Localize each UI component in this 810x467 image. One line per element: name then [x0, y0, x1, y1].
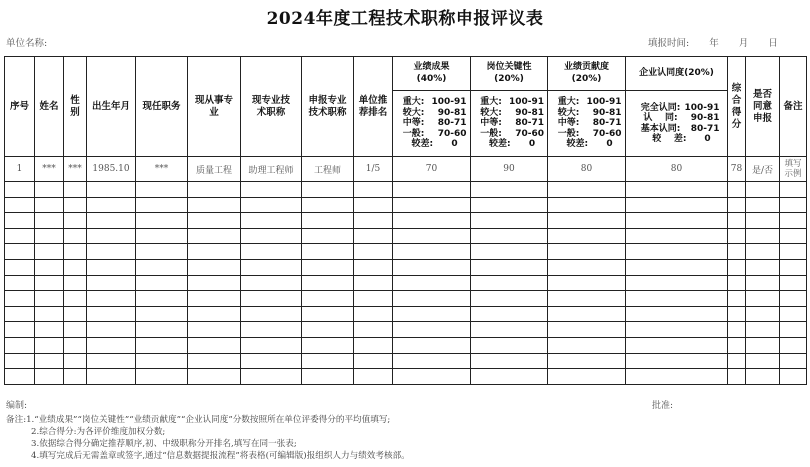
- cell-performance[interactable]: [393, 182, 471, 198]
- cell-name[interactable]: [35, 306, 64, 322]
- cell-current-major[interactable]: [188, 306, 241, 322]
- cell-performance[interactable]: [393, 337, 471, 353]
- cell-apply-title[interactable]: [302, 275, 354, 291]
- cell-position[interactable]: [136, 369, 188, 385]
- cell-gender[interactable]: [64, 244, 87, 260]
- header-name: 姓名: [35, 57, 64, 157]
- cell-name[interactable]: [35, 228, 64, 244]
- cell-position[interactable]: ***: [136, 157, 188, 182]
- cell-contribution[interactable]: 80: [548, 157, 626, 182]
- header-remark: 备注: [780, 57, 807, 157]
- cell-agree[interactable]: [746, 291, 780, 307]
- cell-key-post[interactable]: [471, 228, 548, 244]
- cell-name[interactable]: [35, 275, 64, 291]
- cell-birth[interactable]: [87, 259, 136, 275]
- cell-agree[interactable]: [746, 275, 780, 291]
- cell-total[interactable]: [728, 322, 746, 338]
- cell-recognition[interactable]: [626, 291, 728, 307]
- cell-key-post[interactable]: 90: [471, 157, 548, 182]
- cell-total[interactable]: [728, 291, 746, 307]
- cell-recognition[interactable]: [626, 353, 728, 369]
- cell-remark[interactable]: [780, 369, 807, 385]
- cell-contribution[interactable]: [548, 337, 626, 353]
- approved-by-label: 批准:: [652, 401, 674, 411]
- cell-performance[interactable]: [393, 244, 471, 260]
- notes-section: [6, 414, 410, 462]
- fill-date-label: 填报时间:: [648, 38, 690, 49]
- cell-contribution[interactable]: [548, 353, 626, 369]
- note-item: 备注:1.“业绩成果”“岗位关键性”“业绩贡献度”“企业认同度”分数按照所在单位评委得分的平均值填写;: [6, 415, 391, 425]
- cell-current-title[interactable]: [241, 244, 302, 260]
- cell-apply-title[interactable]: [302, 353, 354, 369]
- cell-performance[interactable]: [393, 275, 471, 291]
- cell-birth[interactable]: [87, 306, 136, 322]
- table-row: [5, 353, 807, 369]
- cell-current-title[interactable]: [241, 306, 302, 322]
- cell-rank[interactable]: [354, 369, 393, 385]
- cell-seq[interactable]: [5, 353, 35, 369]
- cell-current-major[interactable]: [188, 228, 241, 244]
- cell-position[interactable]: [136, 244, 188, 260]
- cell-current-major[interactable]: 质量工程: [188, 157, 241, 182]
- cell-recognition[interactable]: 80: [626, 157, 728, 182]
- cell-birth[interactable]: [87, 322, 136, 338]
- cell-agree[interactable]: [746, 213, 780, 229]
- cell-current-major[interactable]: [188, 197, 241, 213]
- cell-performance[interactable]: [393, 213, 471, 229]
- cell-current-title[interactable]: [241, 369, 302, 385]
- note-item: 3.依据综合得分确定推荐顺序,初、中级职称分开排名,填写在同一张表;: [31, 439, 297, 449]
- cell-total[interactable]: 78: [728, 157, 746, 182]
- cell-total[interactable]: [728, 369, 746, 385]
- table-row: [5, 197, 807, 213]
- cell-gender[interactable]: [64, 197, 87, 213]
- fill-date-month: 月: [738, 38, 749, 49]
- cell-contribution[interactable]: [548, 244, 626, 260]
- cell-current-title[interactable]: [241, 197, 302, 213]
- cell-seq[interactable]: [5, 197, 35, 213]
- cell-position[interactable]: [136, 306, 188, 322]
- cell-rank[interactable]: [354, 306, 393, 322]
- table-row: [5, 337, 807, 353]
- cell-position[interactable]: [136, 337, 188, 353]
- header-performance: 业绩成果 (40%): [393, 57, 471, 91]
- cell-gender[interactable]: [64, 306, 87, 322]
- cell-contribution[interactable]: [548, 228, 626, 244]
- cell-birth[interactable]: [87, 244, 136, 260]
- header-position: 现任职务: [136, 57, 188, 157]
- cell-birth[interactable]: [87, 337, 136, 353]
- cell-gender[interactable]: [64, 259, 87, 275]
- cell-total[interactable]: [728, 337, 746, 353]
- cell-current-major[interactable]: [188, 337, 241, 353]
- cell-current-major[interactable]: [188, 213, 241, 229]
- fill-date-year: 年: [709, 38, 719, 49]
- cell-gender[interactable]: [64, 213, 87, 229]
- cell-agree[interactable]: [746, 322, 780, 338]
- cell-seq[interactable]: [5, 275, 35, 291]
- cell-rank[interactable]: [354, 291, 393, 307]
- cell-seq[interactable]: [5, 259, 35, 275]
- cell-agree[interactable]: [746, 197, 780, 213]
- cell-position[interactable]: [136, 259, 188, 275]
- header-seq: 序号: [5, 57, 35, 157]
- cell-current-title[interactable]: [241, 353, 302, 369]
- cell-remark[interactable]: [780, 259, 807, 275]
- cell-current-title[interactable]: [241, 259, 302, 275]
- cell-contribution[interactable]: [548, 259, 626, 275]
- cell-performance[interactable]: [393, 369, 471, 385]
- cell-agree[interactable]: [746, 244, 780, 260]
- cell-birth[interactable]: [87, 228, 136, 244]
- cell-current-major[interactable]: [188, 322, 241, 338]
- cell-birth[interactable]: [87, 291, 136, 307]
- cell-gender[interactable]: [64, 322, 87, 338]
- cell-apply-title[interactable]: [302, 369, 354, 385]
- cell-total[interactable]: [728, 306, 746, 322]
- cell-key-post[interactable]: [471, 369, 548, 385]
- cell-current-major[interactable]: [188, 275, 241, 291]
- cell-key-post[interactable]: [471, 322, 548, 338]
- fill-date-day: 日: [768, 38, 778, 49]
- cell-recognition[interactable]: [626, 182, 728, 198]
- cell-rank[interactable]: 1/5: [354, 157, 393, 182]
- cell-position[interactable]: [136, 275, 188, 291]
- cell-birth[interactable]: [87, 213, 136, 229]
- cell-rank[interactable]: [354, 337, 393, 353]
- page-title: 2024年度工程技术职称申报评议表: [266, 9, 544, 29]
- cell-birth[interactable]: [87, 275, 136, 291]
- cell-current-title[interactable]: 助理工程师: [241, 157, 302, 182]
- cell-rank[interactable]: [354, 244, 393, 260]
- cell-current-title[interactable]: [241, 322, 302, 338]
- cell-name[interactable]: [35, 197, 64, 213]
- cell-current-major[interactable]: [188, 182, 241, 198]
- cell-key-post[interactable]: [471, 213, 548, 229]
- unit-name-label: 单位名称:: [6, 38, 48, 49]
- cell-agree[interactable]: [746, 182, 780, 198]
- cell-birth[interactable]: 1985.10: [87, 157, 136, 182]
- cell-position[interactable]: [136, 228, 188, 244]
- cell-rank[interactable]: [354, 228, 393, 244]
- cell-total[interactable]: [728, 182, 746, 198]
- scale-performance: 重大: 100-91 较大: 90-81 中等: 80-71 一般: 70-60 较差: 0: [393, 91, 471, 157]
- cell-seq[interactable]: [5, 322, 35, 338]
- table-row: [5, 306, 807, 322]
- cell-current-major[interactable]: [188, 244, 241, 260]
- table-row: [5, 259, 807, 275]
- cell-position[interactable]: [136, 182, 188, 198]
- cell-performance[interactable]: [393, 197, 471, 213]
- cell-key-post[interactable]: [471, 275, 548, 291]
- note-item: 2.综合得分:为各评价维度加权分数;: [31, 427, 166, 437]
- table-row: [5, 157, 807, 182]
- cell-key-post[interactable]: [471, 291, 548, 307]
- cell-remark[interactable]: [780, 275, 807, 291]
- cell-rank[interactable]: [354, 322, 393, 338]
- cell-gender[interactable]: [64, 369, 87, 385]
- cell-gender[interactable]: [64, 275, 87, 291]
- cell-current-title[interactable]: [241, 291, 302, 307]
- header-current-title: 现专业技术职称: [241, 57, 302, 157]
- cell-gender[interactable]: [64, 291, 87, 307]
- cell-name[interactable]: [35, 259, 64, 275]
- cell-remark[interactable]: [780, 291, 807, 307]
- header-birth: 出生年月: [87, 57, 136, 157]
- cell-seq[interactable]: [5, 244, 35, 260]
- cell-current-title[interactable]: [241, 213, 302, 229]
- header-recognition: 企业认同度(20%): [626, 57, 728, 91]
- scale-recognition: 完全认同: 100-91 认 同: 90-81 基本认同: 80-71 较 差: 0: [626, 91, 728, 157]
- cell-recognition[interactable]: [626, 306, 728, 322]
- cell-contribution[interactable]: [548, 213, 626, 229]
- cell-birth[interactable]: [87, 182, 136, 198]
- cell-current-major[interactable]: [188, 259, 241, 275]
- cell-remark[interactable]: [780, 306, 807, 322]
- cell-remark[interactable]: [780, 337, 807, 353]
- cell-current-major[interactable]: [188, 369, 241, 385]
- cell-rank[interactable]: [354, 259, 393, 275]
- cell-seq[interactable]: 1: [5, 157, 35, 182]
- cell-total[interactable]: [728, 244, 746, 260]
- header-current-major: 现从事专业: [188, 57, 241, 157]
- header-gender: 性别: [64, 57, 87, 157]
- table-row: [5, 213, 807, 229]
- cell-recognition[interactable]: [626, 228, 728, 244]
- cell-seq[interactable]: [5, 182, 35, 198]
- cell-seq[interactable]: [5, 291, 35, 307]
- cell-contribution[interactable]: [548, 369, 626, 385]
- cell-total[interactable]: [728, 275, 746, 291]
- cell-total[interactable]: [728, 228, 746, 244]
- cell-name[interactable]: [35, 291, 64, 307]
- header-apply-title: 申报专业技术职称: [302, 57, 354, 157]
- cell-recognition[interactable]: [626, 369, 728, 385]
- cell-agree[interactable]: [746, 369, 780, 385]
- cell-birth[interactable]: [87, 369, 136, 385]
- cell-seq[interactable]: [5, 306, 35, 322]
- cell-current-major[interactable]: [188, 353, 241, 369]
- cell-apply-title[interactable]: 工程师: [302, 157, 354, 182]
- cell-seq[interactable]: [5, 369, 35, 385]
- cell-apply-title[interactable]: [302, 197, 354, 213]
- cell-key-post[interactable]: [471, 353, 548, 369]
- scale-key-post: 重大: 100-91 较大: 90-81 中等: 80-71 一般: 70-60 较差: 0: [471, 91, 548, 157]
- cell-gender[interactable]: [64, 228, 87, 244]
- cell-performance[interactable]: [393, 228, 471, 244]
- table-row: [5, 228, 807, 244]
- cell-total[interactable]: [728, 259, 746, 275]
- cell-birth[interactable]: [87, 353, 136, 369]
- cell-remark[interactable]: [780, 182, 807, 198]
- scale-contribution: 重大: 100-91 较大: 90-81 中等: 80-71 一般: 70-60 较差: 0: [548, 91, 626, 157]
- cell-contribution[interactable]: [548, 275, 626, 291]
- cell-seq[interactable]: [5, 337, 35, 353]
- cell-remark[interactable]: [780, 244, 807, 260]
- cell-total[interactable]: [728, 353, 746, 369]
- cell-agree[interactable]: [746, 337, 780, 353]
- cell-current-major[interactable]: [188, 291, 241, 307]
- cell-gender[interactable]: ***: [64, 157, 87, 182]
- cell-contribution[interactable]: [548, 197, 626, 213]
- header-rank: 单位推荐排名: [354, 57, 393, 157]
- cell-rank[interactable]: [354, 182, 393, 198]
- cell-recognition[interactable]: [626, 337, 728, 353]
- cell-current-title[interactable]: [241, 182, 302, 198]
- cell-apply-title[interactable]: [302, 259, 354, 275]
- cell-key-post[interactable]: [471, 182, 548, 198]
- cell-seq[interactable]: [5, 213, 35, 229]
- cell-seq[interactable]: [5, 228, 35, 244]
- cell-apply-title[interactable]: [302, 213, 354, 229]
- cell-remark[interactable]: [780, 213, 807, 229]
- cell-name[interactable]: [35, 182, 64, 198]
- prepared-by-label: 编制:: [6, 401, 28, 411]
- cell-key-post[interactable]: [471, 244, 548, 260]
- cell-recognition[interactable]: [626, 197, 728, 213]
- cell-name[interactable]: ***: [35, 157, 64, 182]
- cell-performance[interactable]: [393, 291, 471, 307]
- cell-current-title[interactable]: [241, 275, 302, 291]
- table-row: [5, 275, 807, 291]
- cell-key-post[interactable]: [471, 259, 548, 275]
- cell-birth[interactable]: [87, 197, 136, 213]
- cell-gender[interactable]: [64, 353, 87, 369]
- cell-performance[interactable]: [393, 353, 471, 369]
- cell-current-title[interactable]: [241, 337, 302, 353]
- cell-recognition[interactable]: [626, 213, 728, 229]
- cell-agree[interactable]: [746, 228, 780, 244]
- cell-contribution[interactable]: [548, 291, 626, 307]
- cell-gender[interactable]: [64, 182, 87, 198]
- cell-recognition[interactable]: [626, 322, 728, 338]
- cell-apply-title[interactable]: [302, 337, 354, 353]
- cell-rank[interactable]: [354, 353, 393, 369]
- cell-remark[interactable]: [780, 228, 807, 244]
- cell-name[interactable]: [35, 353, 64, 369]
- cell-position[interactable]: [136, 213, 188, 229]
- cell-total[interactable]: [728, 213, 746, 229]
- cell-contribution[interactable]: [548, 182, 626, 198]
- cell-apply-title[interactable]: [302, 228, 354, 244]
- cell-position[interactable]: [136, 291, 188, 307]
- cell-remark[interactable]: [780, 353, 807, 369]
- cell-name[interactable]: [35, 337, 64, 353]
- evaluation-table: [4, 56, 807, 385]
- cell-name[interactable]: [35, 322, 64, 338]
- cell-contribution[interactable]: [548, 306, 626, 322]
- cell-key-post[interactable]: [471, 337, 548, 353]
- cell-apply-title[interactable]: [302, 291, 354, 307]
- cell-agree[interactable]: 是/否: [746, 157, 780, 182]
- notes-label: 备注:: [6, 415, 27, 425]
- cell-remark[interactable]: 填写示例: [780, 157, 807, 182]
- cell-name[interactable]: [35, 213, 64, 229]
- cell-performance[interactable]: 70: [393, 157, 471, 182]
- cell-recognition[interactable]: [626, 244, 728, 260]
- cell-recognition[interactable]: [626, 275, 728, 291]
- cell-apply-title[interactable]: [302, 322, 354, 338]
- table-row: [5, 244, 807, 260]
- cell-recognition[interactable]: [626, 259, 728, 275]
- table-row: [5, 369, 807, 385]
- cell-agree[interactable]: [746, 259, 780, 275]
- cell-position[interactable]: [136, 197, 188, 213]
- table-row: [5, 291, 807, 307]
- cell-remark[interactable]: [780, 197, 807, 213]
- cell-position[interactable]: [136, 322, 188, 338]
- cell-apply-title[interactable]: [302, 306, 354, 322]
- cell-name[interactable]: [35, 369, 64, 385]
- cell-rank[interactable]: [354, 275, 393, 291]
- header-total: 综合得分: [728, 57, 746, 157]
- cell-key-post[interactable]: [471, 197, 548, 213]
- cell-agree[interactable]: [746, 306, 780, 322]
- note-item: 4.填写完成后无需盖章或签字,通过“信息数据提报流程”将表格(可编辑版)报组织人力与绩效考核部。: [31, 451, 410, 461]
- cell-agree[interactable]: [746, 353, 780, 369]
- cell-name[interactable]: [35, 244, 64, 260]
- cell-remark[interactable]: [780, 322, 807, 338]
- header-key-post: 岗位关键性 (20%): [471, 57, 548, 91]
- cell-apply-title[interactable]: [302, 244, 354, 260]
- cell-rank[interactable]: [354, 197, 393, 213]
- cell-position[interactable]: [136, 353, 188, 369]
- cell-total[interactable]: [728, 197, 746, 213]
- fill-date: [648, 35, 778, 49]
- table-row: [5, 182, 807, 198]
- header-contribution: 业绩贡献度 (20%): [548, 57, 626, 91]
- cell-current-title[interactable]: [241, 228, 302, 244]
- header-agree: 是否同意申报: [746, 57, 780, 157]
- cell-performance[interactable]: [393, 322, 471, 338]
- cell-contribution[interactable]: [548, 322, 626, 338]
- cell-apply-title[interactable]: [302, 182, 354, 198]
- cell-rank[interactable]: [354, 213, 393, 229]
- cell-performance[interactable]: [393, 306, 471, 322]
- table-row: [5, 322, 807, 338]
- cell-key-post[interactable]: [471, 306, 548, 322]
- cell-performance[interactable]: [393, 259, 471, 275]
- cell-gender[interactable]: [64, 337, 87, 353]
